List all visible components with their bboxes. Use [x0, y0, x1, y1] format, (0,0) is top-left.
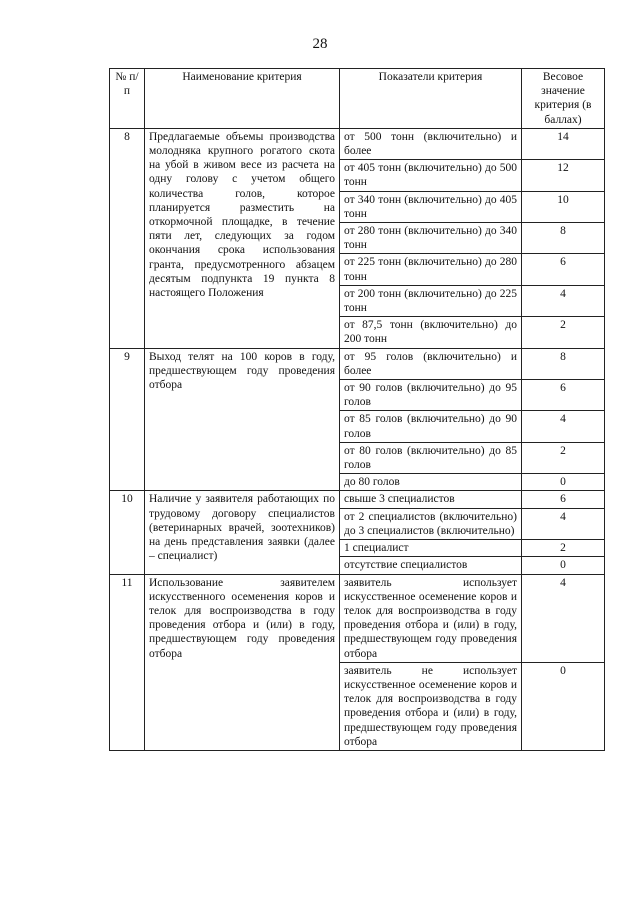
criterion-group	[110, 128, 605, 348]
criterion-group	[110, 491, 605, 574]
weight-cell: 8	[522, 348, 605, 379]
table-row	[110, 128, 605, 159]
criterion-name: Выход телят на 100 коров в году, предшествующем году проведения отбора	[145, 348, 340, 491]
indicator-cell: от 200 тонн (включительно) до 225 тонн	[340, 285, 522, 316]
indicator-cell: до 80 голов	[340, 474, 522, 491]
criterion-name: Наличие у заявителя работающих по трудовому договору специалистов (ветеринарных врачей, зоотехников) на день представления заявки (далее – специалист)	[145, 491, 340, 574]
weight-cell: 0	[522, 474, 605, 491]
indicator-cell: от 225 тонн (включительно) до 280 тонн	[340, 254, 522, 285]
weight-cell: 6	[522, 254, 605, 285]
criterion-name: Предлагаемые объемы производства молодняка крупного рогатого скота на убой в живом весе из расчета на одну голову с учетом общего количества голов, которое планируется разместить на откормочной площадке, в течение пяти лет, следующих за годом окончания срока использования гранта, предусмотренного абзацем десятым подпункта 19 пункта 8 настоящего Положения	[145, 128, 340, 348]
indicator-cell: от 95 голов (включительно) и более	[340, 348, 522, 379]
page-number: 28	[312, 36, 328, 52]
indicator-cell: отсутствие специалистов	[340, 557, 522, 574]
weight-cell: 2	[522, 442, 605, 473]
criteria-table	[109, 68, 605, 751]
indicator-cell: от 80 голов (включительно) до 85 голов	[340, 442, 522, 473]
weight-cell: 12	[522, 160, 605, 191]
criterion-number: 8	[110, 128, 145, 348]
weight-cell: 2	[522, 540, 605, 557]
weight-cell: 0	[522, 662, 605, 750]
weight-cell: 6	[522, 380, 605, 411]
table-row	[110, 574, 605, 662]
weight-cell: 4	[522, 574, 605, 662]
header-indicator: Показатели критерия	[340, 69, 522, 129]
weight-cell: 14	[522, 128, 605, 159]
criterion-number: 10	[110, 491, 145, 574]
indicator-cell: от 2 специалистов (включительно) до 3 специалистов (включительно)	[340, 508, 522, 539]
weight-cell: 4	[522, 508, 605, 539]
criterion-name: Использование заявителем искусственного осеменения коров и телок для воспроизводства в году проведения отбора и (или) в году, предшествующем году проведения отбора	[145, 574, 340, 750]
weight-cell: 0	[522, 557, 605, 574]
table-row	[110, 348, 605, 379]
weight-cell: 6	[522, 491, 605, 508]
indicator-cell: свыше 3 специалистов	[340, 491, 522, 508]
indicator-cell: заявитель не использует искусственное осеменение коров и телок для воспроизводства в году проведения отбора и (или) в году, предшествующем году проведения отбора	[340, 662, 522, 750]
weight-cell: 4	[522, 285, 605, 316]
header-name: Наименование критерия	[145, 69, 340, 129]
weight-cell: 2	[522, 317, 605, 348]
indicator-cell: от 87,5 тонн (включительно) до 200 тонн	[340, 317, 522, 348]
indicator-cell: от 280 тонн (включительно) до 340 тонн	[340, 223, 522, 254]
indicator-cell: от 500 тонн (включительно) и более	[340, 128, 522, 159]
indicator-cell: от 340 тонн (включительно) до 405 тонн	[340, 191, 522, 222]
header-weight: Весовое значение критерия (в баллах)	[522, 69, 605, 129]
header-num: № п/п	[110, 69, 145, 129]
table-row	[110, 491, 605, 508]
weight-cell: 4	[522, 411, 605, 442]
indicator-cell: от 90 голов (включительно) до 95 голов	[340, 380, 522, 411]
criterion-number: 11	[110, 574, 145, 750]
indicator-cell: 1 специалист	[340, 540, 522, 557]
criterion-group	[110, 574, 605, 750]
criterion-group	[110, 348, 605, 491]
weight-cell: 8	[522, 223, 605, 254]
header-row	[110, 69, 605, 129]
indicator-cell: заявитель использует искусственное осеменение коров и телок для воспроизводства в году проведения отбора и (или) в году, предшествующем году проведения отбора	[340, 574, 522, 662]
indicator-cell: от 405 тонн (включительно) до 500 тонн	[340, 160, 522, 191]
criterion-number: 9	[110, 348, 145, 491]
weight-cell: 10	[522, 191, 605, 222]
indicator-cell: от 85 голов (включительно) до 90 голов	[340, 411, 522, 442]
